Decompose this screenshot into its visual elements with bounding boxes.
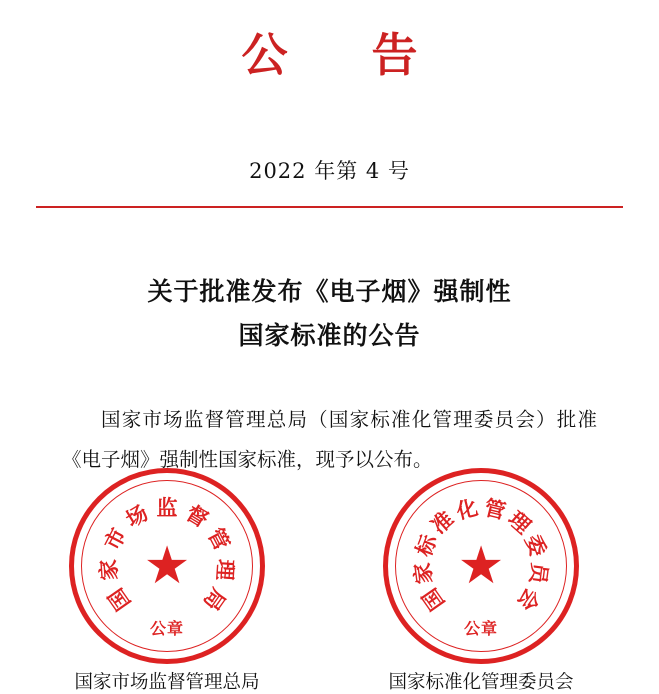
official-seal-icon [383, 468, 579, 664]
seal-arc-char: 委 [520, 531, 552, 560]
seal-arc-char: 准 [425, 505, 459, 539]
announcement-headline [0, 270, 659, 358]
seal-arc-char: 国 [416, 583, 450, 616]
body-paragraph: 国家市场监督管理总局（国家标准化管理委员会）批准《电子烟》强制性国家标准，现予以公布。 [62, 407, 597, 471]
seal-arc-char: 局 [198, 583, 232, 616]
seal-caption-left: 国家市场监督管理总局 [74, 672, 260, 693]
issue-number: 2022 年第 4 号 [249, 159, 410, 184]
seal-arc-char: 国 [102, 583, 136, 616]
seal-arc-char: 员 [525, 561, 553, 586]
seal-arc-char: 家 [95, 558, 122, 582]
star-icon: ★ [457, 536, 505, 596]
seal-caption-right: 国家标准化管理委员会 [388, 672, 574, 693]
headline-line-2: 国家标准的公告 [238, 320, 421, 350]
seal-arc-char: 会 [512, 583, 546, 616]
seal-arc-char: 标 [410, 531, 442, 560]
seal-bottom-text: 公章 [149, 619, 185, 638]
seal-arc-char: 理 [212, 558, 239, 582]
seal-arc-char: 化 [453, 494, 481, 524]
seal-arc-char: 管 [202, 523, 235, 555]
seal-arc-char: 督 [181, 499, 213, 533]
seal-arc-char: 家 [409, 561, 437, 586]
seal-arc-char: 监 [156, 495, 178, 520]
official-seal-icon [69, 468, 265, 664]
seal-row [0, 468, 659, 693]
headline-line-1: 关于批准发布《电子烟》强制性 [147, 277, 512, 307]
seal-block-left [52, 468, 282, 694]
page-title: 公 告 [241, 28, 452, 82]
seal-bottom-text: 公章 [463, 619, 499, 638]
seal-arc-char: 管 [481, 494, 509, 524]
seal-arc-char: 理 [503, 505, 537, 539]
seal-block-right [366, 468, 596, 694]
seal-arc-char: 场 [121, 499, 153, 533]
star-icon: ★ [143, 536, 191, 596]
red-divider [36, 206, 623, 208]
seal-arc-char: 市 [99, 523, 132, 555]
